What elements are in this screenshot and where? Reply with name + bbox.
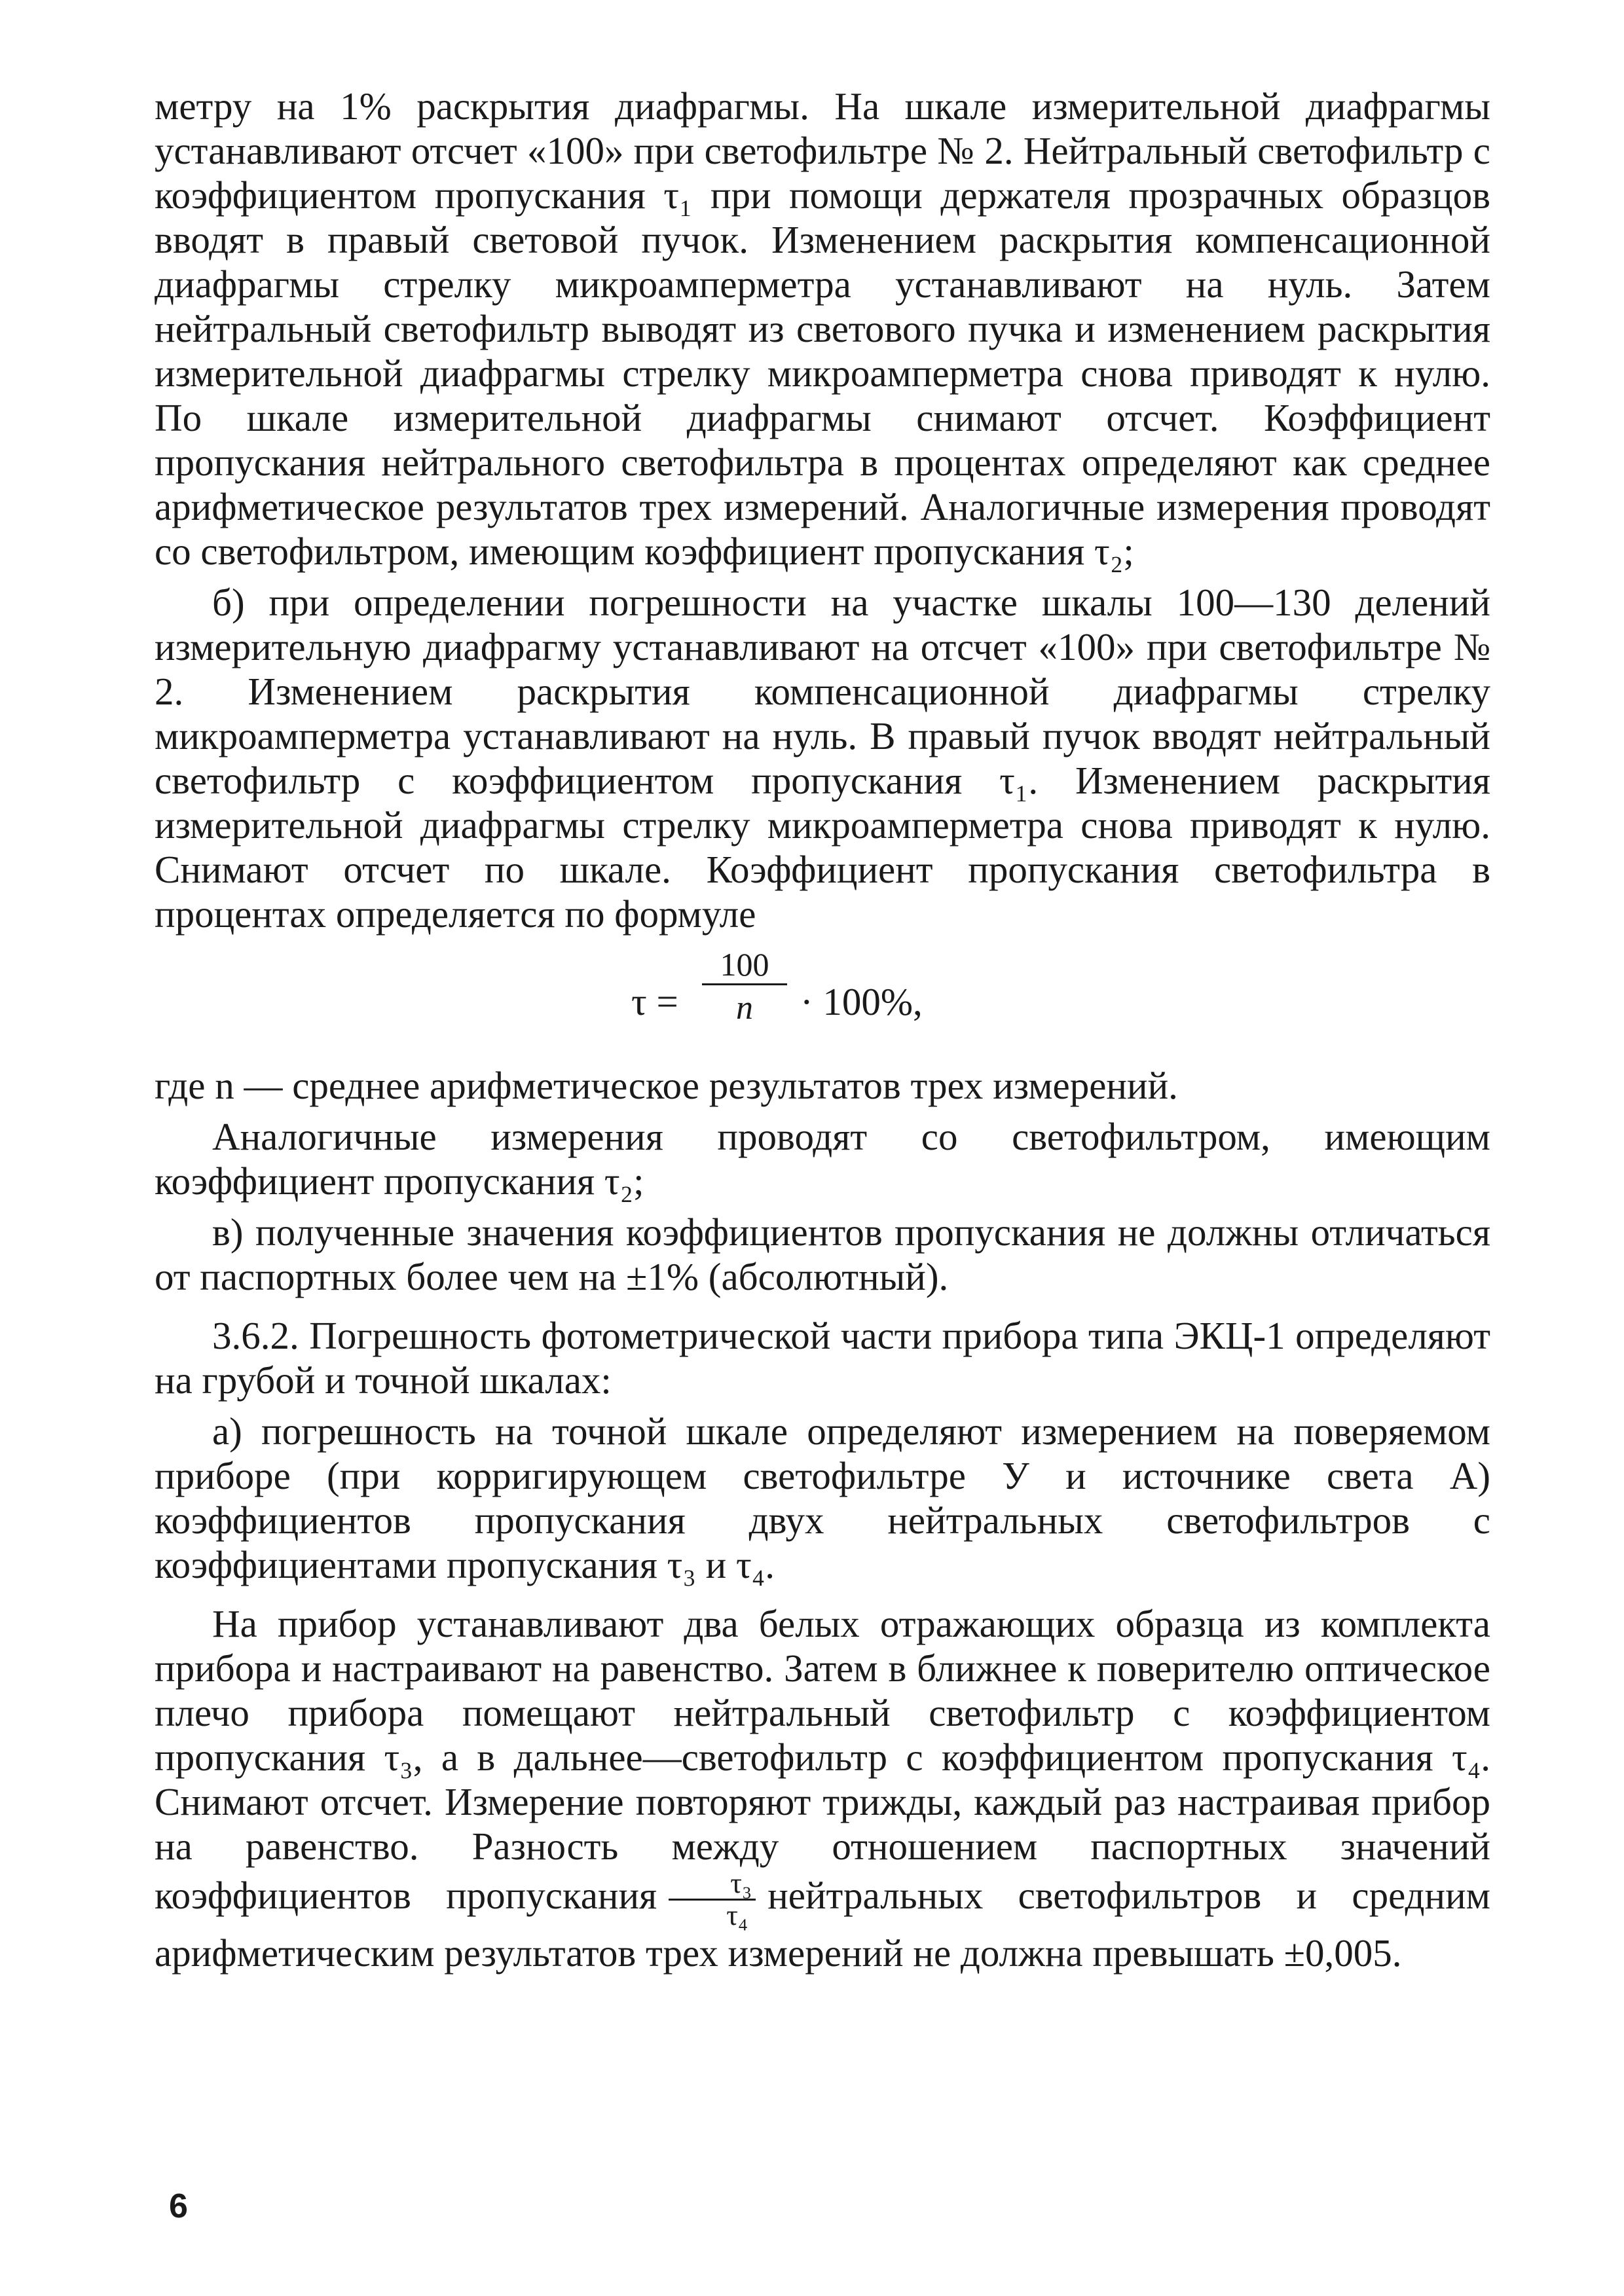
page-number: 6 — [169, 2187, 188, 2225]
procedure-text-start: На прибор устанавливают два белых отражающих образца из комплекта прибора и настраивают на равенство. Затем в ближнее к поверителю оптическое плечо прибора помещают нейтральный светофильтр с коэффициентом пропускания τ₃, а в дальнее—светофильтр с коэффициентом пропускания τ₄. Снимают отсчет. Измерение повторяют трижды, каждый раз настраивая прибор на равенство. Разность между отношением паспортных значений коэффициентов пропускания — [155, 1602, 1490, 1918]
formula-denominator: n — [736, 989, 753, 1027]
procedure-text-end: нейтральных светофильтров и средним арифметическим результатов трех измерений не должна превышать ±0,005. — [155, 1874, 1490, 1975]
transmission-formula — [155, 945, 1490, 1063]
ratio-fraction — [669, 1868, 756, 1931]
formula-numerator: 100 — [702, 945, 787, 985]
formula-explanation: где n — среднее арифметическое результатов трех измерений. — [155, 1064, 1178, 1107]
paragraph-procedure — [155, 1601, 1490, 1975]
formula-rhs: · 100%, — [800, 980, 923, 1023]
ratio-denominator: τ₄ — [726, 1899, 748, 1931]
paragraph-continuation: метру на 1% раскрытия диафрагмы. На шкале измерительной диафрагмы устанавливают отсчет «100» при светофильтре № 2. Нейтральный светофильтр с коэффициентом пропускания τ₁ при помощи держателя прозрачных образцов вводят в правый световой пучок. Изменением раскрытия компенсационной диафрагмы стрелку микроамперметра устанавливают на нуль. Затем нейтральный светофильтр выводят из светового пучка и изменением раскрытия измерительной диафрагмы стрелку микроамперметра снова приводят к нулю. По шкале измерительной диафрагмы снимают отсчет. Коэффициент пропускания нейтрального светофильтра в процентах определяют как среднее арифметическое результатов трех измерений. Аналогичные измерения проводят со светофильтром, имеющим коэффициент пропускания τ₂; — [155, 84, 1490, 573]
formula-lhs: τ = — [631, 980, 678, 1023]
formula-fraction — [702, 945, 787, 1031]
ratio-numerator: τ₃ — [669, 1868, 756, 1901]
section-3-6-2: 3.6.2. Погрешность фотометрической части прибора типа ЭКЦ-1 определяют на грубой и точной шкалах: — [155, 1314, 1490, 1402]
paragraph-b: б) при определении погрешности на участке шкалы 100—130 делений измерительную диафрагму устанавливают на отсчет «100» при светофильтре № 2. Изменением раскрытия компенсационной диафрагмы стрелку микроамперметра устанавливают на нуль. В правый пучок вводят нейтральный светофильтр с коэффициентом пропускания τ₁. Изменением раскрытия измерительной диафрагмы стрелку микроамперметра снова приводят к нулю. Снимают отсчет по шкале. Коэффициент пропускания светофильтра в процентах определяется по формуле — [155, 581, 1490, 936]
document-page — [155, 84, 1490, 1975]
paragraph-a: а) погрешность на точной шкале определяют измерением на поверяемом приборе (при корригирующем светофильтре У и источнике света А) коэффициентов пропускания двух нейтральных светофильтров с коэффициентами пропускания τ₃ и τ₄. — [155, 1410, 1490, 1586]
paragraph-v: в) полученные значения коэффициентов пропускания не должны отличаться от паспортных более чем на ±1% (абсолютный). — [155, 1211, 1490, 1298]
paragraph-analogous: Аналогичные измерения проводят со светофильтром, имеющим коэффициент пропускания τ₂; — [155, 1115, 1490, 1203]
